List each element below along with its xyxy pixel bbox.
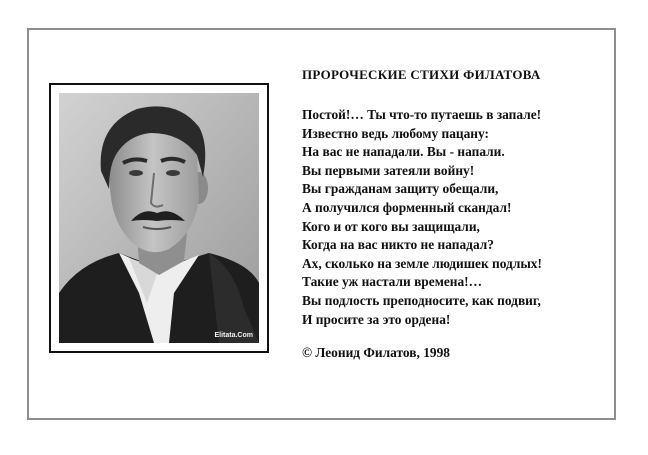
portrait-photo	[59, 93, 259, 343]
photo-frame	[49, 83, 269, 353]
poem-line: Такие уж настали времена!…	[302, 274, 483, 290]
poem-line: Ах, сколько на земле людишек подлых!	[302, 255, 542, 271]
poem-line: Постой!… Ты что-то путаешь в запале!	[302, 107, 542, 122]
author-attribution: © Леонид Филатов, 1998	[302, 345, 450, 360]
poem-line: Вы первыми затеяли войну!	[302, 162, 475, 178]
portrait-illustration	[59, 93, 259, 343]
poem-line: И просите за это ордена!	[302, 311, 451, 327]
poem-title: ПРОРОЧЕСКИЕ СТИХИ ФИЛАТОВА	[302, 67, 541, 82]
poem-body	[302, 106, 542, 329]
photo-watermark: Elitata.Com	[214, 332, 253, 339]
poem-line: Кого и от кого вы защищали,	[302, 218, 480, 234]
poem-line: Известно ведь любому пацану:	[302, 125, 489, 141]
poem-line: На вас не нападали. Вы - напали.	[302, 144, 505, 160]
poem-line: Вы гражданам защиту обещали,	[302, 181, 499, 197]
poem-line: Вы подлость преподносите, как подвиг,	[302, 292, 541, 308]
poem-line: Когда на вас никто не нападал?	[302, 237, 494, 253]
poem-line: А получился форменный скандал!	[302, 199, 512, 215]
